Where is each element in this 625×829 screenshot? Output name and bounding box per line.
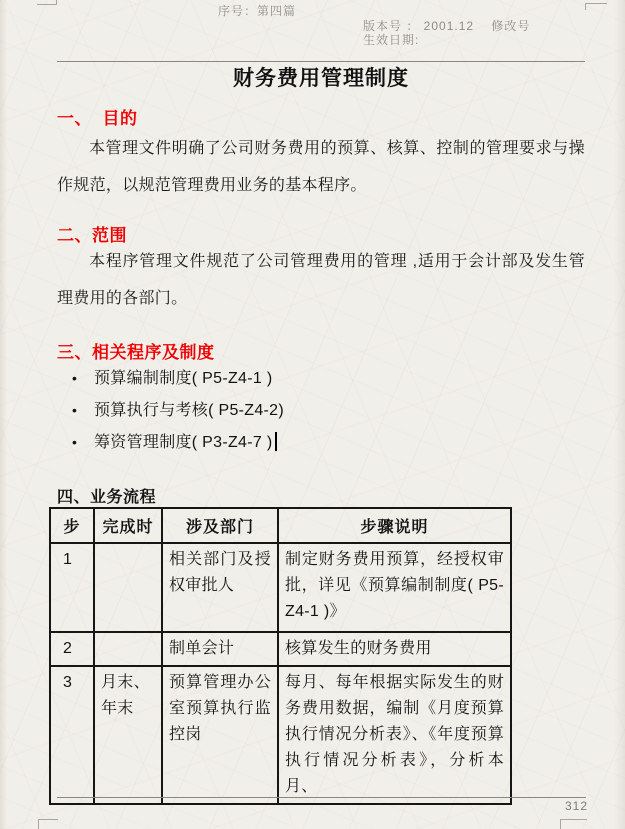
header-serial-number: 序号：第四篇 <box>218 4 297 18</box>
cell-completion-time <box>94 543 162 632</box>
list-item-text: 预算编制制度( P5-Z4-1 ) <box>94 370 273 387</box>
paragraph-scope: 本程序管理文件规范了公司管理费用的管理 ,适用于会计部及发生管理费用的各部门。 <box>57 253 585 307</box>
cell-step: 3 <box>50 666 94 804</box>
section-heading-purpose: 一、 目的 <box>57 109 138 128</box>
cell-step-description: 制定财务费用预算，经授权审批，详见《预算编制制度( P5-Z4-1 )》 <box>278 543 511 632</box>
cell-completion-time <box>94 632 162 666</box>
cell-step-description: 核算发生的财务费用 <box>278 632 511 666</box>
column-header-departments: 涉及部门 <box>162 508 278 543</box>
table-row <box>50 666 511 804</box>
text-cursor <box>275 432 277 451</box>
bullet-icon: • <box>72 370 78 386</box>
header-effective-date: 生效日期: <box>363 33 420 47</box>
table-row <box>50 632 511 666</box>
column-header-step: 步 <box>50 508 94 543</box>
crop-mark-top-right-icon <box>585 3 607 10</box>
page-number: 312 <box>564 799 588 813</box>
crop-mark-bottom-left-icon <box>38 819 58 829</box>
cell-completion-time: 月末、年末 <box>94 666 162 804</box>
section-heading-business-process: 四、业务流程 <box>57 489 157 506</box>
cell-departments: 预算管理办公室预算执行监控岗 <box>162 666 278 804</box>
bullet-icon: • <box>72 434 78 450</box>
business-process-table <box>49 507 512 805</box>
list-item-text: 筹资管理制度( P3-Z4-7 ) <box>94 434 273 451</box>
crop-mark-bottom-right-icon <box>560 819 587 829</box>
cell-step: 1 <box>50 543 94 632</box>
paragraph-purpose: 本管理文件明确了公司财务费用的预算、核算、控制的管理要求与操作规范，以规范管理费用业务的基本程序。 <box>57 140 585 194</box>
cell-departments: 相关部门及授权审批人 <box>162 543 278 632</box>
list-item <box>72 426 572 458</box>
column-header-step-description: 步骤说明 <box>278 508 511 543</box>
cell-step-description: 每月、每年根据实际发生的财务费用数据，编制《月度预算执行情况分析表》、《年度预算执行情况分析表》，分析本月、 <box>278 666 511 804</box>
table-header-row <box>50 508 511 543</box>
crop-mark-top-left-icon <box>37 0 57 5</box>
list-item <box>72 362 572 394</box>
document-title: 财务费用管理制度 <box>233 67 409 90</box>
related-procedures-list <box>72 362 572 458</box>
header-divider <box>57 61 585 62</box>
section-heading-scope: 二、范围 <box>57 226 127 245</box>
header-version-number: 版本号 ： 2001.12 修改号 <box>363 19 531 33</box>
table-row <box>50 543 511 632</box>
cell-step: 2 <box>50 632 94 666</box>
cell-departments: 制单会计 <box>162 632 278 666</box>
footer-divider <box>57 797 586 798</box>
bullet-icon: • <box>72 402 78 418</box>
section-heading-related-procedures: 三、相关程序及制度 <box>57 343 215 362</box>
list-item <box>72 394 572 426</box>
column-header-completion-time: 完成时 <box>94 508 162 543</box>
list-item-text: 预算执行与考核( P5-Z4-2) <box>94 402 284 419</box>
